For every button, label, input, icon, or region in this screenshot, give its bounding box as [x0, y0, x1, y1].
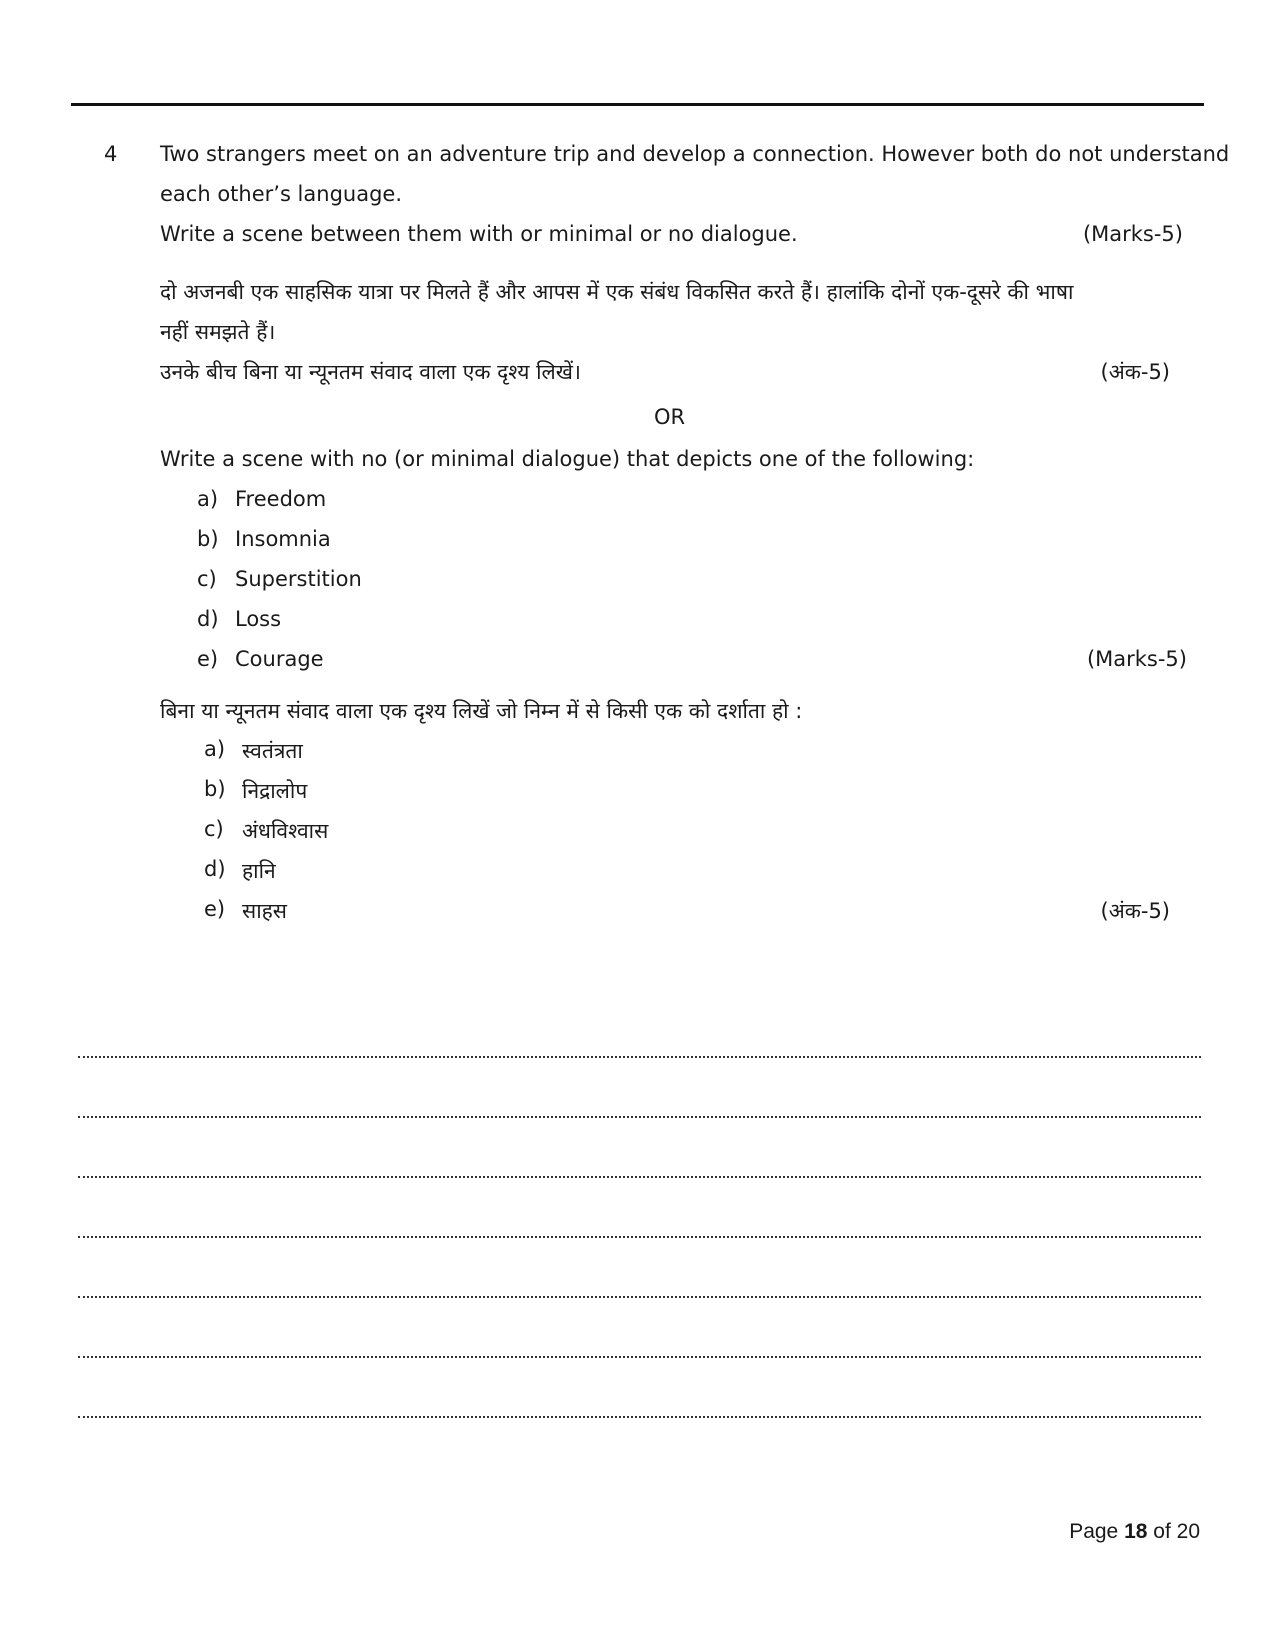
question-en-marks: (Marks-5)	[1082, 222, 1183, 246]
option-text: साहस	[242, 899, 287, 923]
option-letter: b)	[204, 777, 226, 801]
option-letter: e)	[197, 647, 219, 671]
page-total: 20	[1176, 1520, 1200, 1543]
option-text: हानि	[242, 859, 276, 883]
answer-line	[78, 1356, 1201, 1358]
answer-line	[78, 1056, 1201, 1058]
alternative-en-prompt: Write a scene with no (or minimal dialogue) that depicts one of the following:	[160, 447, 975, 471]
alternative-en-marks: (Marks-5)	[1086, 647, 1187, 671]
answer-line	[78, 1176, 1201, 1178]
option-letter: d)	[204, 857, 226, 881]
question-en-line-1: Two strangers meet on an adventure trip and develop a connection. However both do not understand	[160, 142, 1230, 166]
question-en-line-2: each other’s language.	[160, 182, 403, 206]
option-text: Loss	[235, 607, 282, 631]
question-number: 4	[104, 142, 118, 166]
question-hi-marks: (अंक-5)	[1100, 360, 1170, 384]
option-letter: d)	[197, 607, 219, 631]
alternative-hi-marks: (अंक-5)	[1100, 899, 1170, 923]
answer-line	[78, 1416, 1201, 1418]
answer-line	[78, 1296, 1201, 1298]
option-letter: a)	[204, 737, 226, 761]
question-hi-line-3: उनके बीच बिना या न्यूनतम संवाद वाला एक दृश्य लिखें।	[160, 360, 581, 384]
page-of: of	[1153, 1520, 1171, 1543]
option-text: स्वतंत्रता	[242, 739, 303, 763]
option-text: Freedom	[235, 487, 327, 511]
answer-line	[78, 1236, 1201, 1238]
page-current: 18	[1124, 1520, 1148, 1543]
option-letter: e)	[204, 897, 226, 921]
option-letter: c)	[197, 567, 217, 591]
option-text: Insomnia	[235, 527, 331, 551]
option-text: Courage	[235, 647, 324, 671]
question-hi-line-1: दो अजनबी एक साहसिक यात्रा पर मिलते हैं और आपस में एक संबंध विकसित करते हैं। हालांकि दोनों एक-दूसरे की भाषा	[160, 280, 1074, 304]
question-hi-line-2: नहीं समझते हैं।	[160, 320, 276, 344]
option-letter: b)	[197, 527, 219, 551]
option-text: Superstition	[235, 567, 362, 591]
page-number	[1069, 1520, 1200, 1544]
question-en-line-3: Write a scene between them with or minimal or no dialogue.	[160, 222, 798, 246]
page-prefix: Page	[1069, 1520, 1119, 1543]
answer-line	[78, 1116, 1201, 1118]
option-text: निद्रालोप	[242, 779, 308, 803]
option-letter: c)	[204, 817, 224, 841]
option-text: अंधविश्वास	[242, 819, 329, 843]
or-label: OR	[654, 405, 686, 429]
option-letter: a)	[197, 487, 219, 511]
top-rule	[71, 103, 1204, 106]
alternative-hi-prompt: बिना या न्यूनतम संवाद वाला एक दृश्य लिखें जो निम्न में से किसी एक को दर्शाता हो :	[160, 699, 803, 723]
